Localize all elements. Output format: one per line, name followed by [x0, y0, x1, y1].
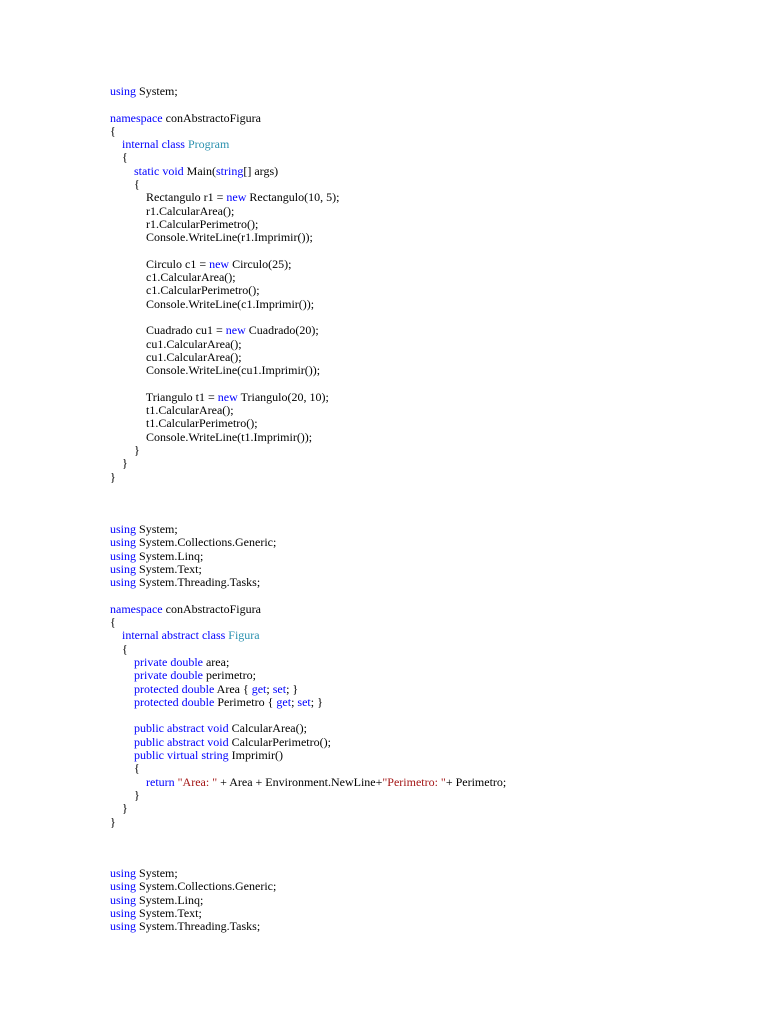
code-line: [110, 85, 339, 98]
code-line: [110, 722, 506, 735]
code-text: [110, 655, 134, 669]
code-text: System.Linq;: [136, 548, 204, 563]
code-line: [110, 338, 339, 351]
code-keyword: public virtual string: [134, 748, 229, 763]
code-text: Main(: [183, 163, 216, 178]
code-line: [110, 816, 506, 829]
code-line: [110, 298, 339, 311]
code-text: System;: [136, 866, 178, 880]
code-text: {: [110, 177, 140, 192]
code-line: [110, 683, 506, 696]
code-text: Console.WriteLine(c1.Imprimir());: [110, 296, 315, 311]
code-keyword: public abstract void: [134, 734, 229, 749]
code-line: [110, 536, 506, 549]
code-keyword: get: [251, 681, 267, 696]
code-line: [110, 404, 339, 417]
code-text: Perimetro {: [214, 694, 277, 709]
code-text: {: [110, 615, 116, 630]
code-keyword: protected double: [134, 681, 215, 696]
code-text: {: [110, 641, 128, 656]
code-line: [110, 669, 506, 682]
code-line: [110, 165, 339, 178]
code-line: [110, 550, 506, 563]
code-text: Area {: [214, 681, 252, 696]
code-line: [110, 151, 339, 164]
code-text: System.Threading.Tasks;: [136, 575, 261, 590]
code-line: [110, 391, 339, 404]
code-text: + Perimetro;: [445, 774, 507, 789]
code-text: {: [110, 150, 128, 165]
code-keyword: string: [216, 163, 244, 178]
code-keyword: get: [276, 694, 292, 709]
code-text: [110, 137, 122, 151]
code-text: }: [110, 801, 128, 816]
code-line: [110, 643, 506, 656]
code-line: [110, 444, 339, 457]
code-line: [110, 656, 506, 669]
code-text: cu1.CalcularArea();: [110, 336, 242, 351]
code-text: [110, 164, 134, 178]
code-line: [110, 284, 339, 297]
code-text: Circulo c1 =: [110, 256, 210, 271]
code-text: cu1.CalcularArea();: [110, 349, 242, 364]
code-line: [110, 125, 339, 138]
code-line: [110, 218, 339, 231]
code-text: Imprimir(): [228, 748, 283, 763]
code-text: ; }: [310, 694, 323, 709]
code-text: System.Collections.Generic;: [136, 535, 277, 550]
code-keyword: set: [297, 694, 311, 709]
code-line: [110, 457, 339, 470]
code-text: CalcularPerimetro();: [228, 734, 331, 749]
code-text: conAbstractoFigura: [162, 110, 261, 125]
code-keyword: using: [110, 879, 137, 894]
code-line: [110, 709, 506, 722]
code-line: [110, 762, 506, 775]
code-text: Cuadrado cu1 =: [110, 323, 226, 338]
code-keyword: new: [217, 389, 238, 404]
code-keyword: set: [272, 681, 287, 696]
code-line: [110, 351, 339, 364]
code-line: [110, 867, 276, 880]
code-text: System;: [136, 522, 178, 536]
code-keyword: using: [110, 919, 137, 934]
code-keyword: using: [110, 575, 137, 590]
code-line: [110, 880, 276, 893]
code-keyword: private double: [134, 654, 203, 669]
code-keyword: using: [110, 866, 137, 880]
code-line: [110, 417, 339, 430]
code-text: [110, 721, 134, 735]
code-text: Triangulo t1 =: [110, 389, 218, 404]
code-text: [110, 695, 134, 709]
code-text: ;: [266, 681, 273, 696]
code-keyword: using: [110, 84, 137, 98]
code-text: }: [110, 814, 116, 829]
code-text: Cuadrado(20);: [245, 323, 319, 338]
code-keyword: protected double: [134, 694, 215, 709]
code-line: [110, 324, 339, 337]
code-text: t1.CalcularArea();: [110, 403, 234, 418]
code-text: }: [110, 456, 128, 471]
code-keyword: static void: [134, 163, 184, 178]
code-string: "Perimetro: ": [382, 774, 446, 789]
code-keyword: namespace: [110, 110, 163, 125]
code-line: [110, 749, 506, 762]
code-text: {: [110, 761, 140, 776]
code-line: [110, 907, 276, 920]
code-text: ;: [291, 694, 298, 709]
code-text: r1.CalcularArea();: [110, 203, 235, 218]
code-line: [110, 271, 339, 284]
code-block-figura: [110, 523, 506, 829]
code-text: Triangulo(20, 10);: [237, 389, 329, 404]
code-text: }: [110, 787, 140, 802]
code-text: {: [110, 123, 116, 138]
code-line: [110, 178, 339, 191]
code-text: Console.WriteLine(t1.Imprimir());: [110, 429, 313, 444]
code-line: [110, 802, 506, 815]
code-text: Console.WriteLine(r1.Imprimir());: [110, 230, 313, 245]
code-text: Console.WriteLine(cu1.Imprimir());: [110, 363, 321, 378]
code-line: [110, 894, 276, 907]
code-keyword: internal abstract class: [122, 628, 226, 643]
code-line: [110, 311, 339, 324]
code-keyword: internal class: [122, 137, 185, 152]
code-line: [110, 789, 506, 802]
code-keyword: new: [209, 256, 230, 271]
code-text: c1.CalcularArea();: [110, 270, 236, 285]
code-keyword: using: [110, 892, 137, 907]
code-line: [110, 471, 339, 484]
code-line: [110, 603, 506, 616]
code-text: Circulo(25);: [229, 256, 292, 271]
code-keyword: using: [110, 522, 137, 536]
code-line: [110, 205, 339, 218]
code-line: [110, 112, 339, 125]
code-keyword: public abstract void: [134, 721, 229, 736]
code-text: [] args): [243, 163, 279, 178]
code-keyword: new: [226, 190, 247, 205]
code-text: ; }: [286, 681, 299, 696]
code-type-name: Figura: [228, 628, 260, 643]
code-text: System.Linq;: [136, 892, 204, 907]
code-line: [110, 696, 506, 709]
code-line: [110, 258, 339, 271]
code-text: [110, 668, 134, 682]
code-line: [110, 378, 339, 391]
code-text: Rectangulo(10, 5);: [246, 190, 340, 205]
code-text: System.Threading.Tasks;: [136, 919, 261, 934]
code-text: perimetro;: [202, 668, 256, 683]
code-text: t1.CalcularPerimetro();: [110, 416, 258, 431]
code-keyword: using: [110, 548, 137, 563]
code-keyword: new: [225, 323, 246, 338]
code-keyword: private double: [134, 668, 203, 683]
code-line: [110, 589, 506, 602]
code-text: [110, 682, 134, 696]
code-text: System.Text;: [136, 905, 202, 920]
code-line: [110, 736, 506, 749]
code-text: + Area + Environment.NewLine+: [217, 774, 383, 789]
code-line: [110, 563, 506, 576]
code-text: System;: [136, 84, 178, 98]
code-text: c1.CalcularPerimetro();: [110, 283, 260, 298]
code-line: [110, 616, 506, 629]
code-line: [110, 920, 276, 933]
code-text: [110, 775, 146, 789]
code-line: [110, 629, 506, 642]
code-line: [110, 191, 339, 204]
code-text: r1.CalcularPerimetro();: [110, 216, 259, 231]
code-type-name: Program: [187, 137, 230, 152]
code-text: }: [110, 443, 140, 458]
code-text: Rectangulo r1 =: [110, 190, 227, 205]
code-keyword: return: [146, 774, 175, 789]
code-text: System.Collections.Generic;: [136, 879, 277, 894]
code-string: "Area: ": [177, 774, 218, 789]
code-keyword: namespace: [110, 601, 163, 616]
code-text: [110, 628, 122, 642]
code-line: [110, 245, 339, 258]
code-text: [110, 735, 134, 749]
code-line: [110, 364, 339, 377]
code-line: [110, 431, 339, 444]
code-text: conAbstractoFigura: [162, 601, 261, 616]
code-line: [110, 98, 339, 111]
code-text: System.Text;: [136, 561, 202, 576]
code-line: [110, 231, 339, 244]
code-text: CalcularArea();: [228, 721, 307, 736]
code-line: [110, 776, 506, 789]
code-keyword: using: [110, 535, 137, 550]
code-block-program: [110, 85, 339, 484]
code-text: area;: [202, 654, 230, 669]
code-text: [110, 748, 134, 762]
code-text: }: [110, 469, 116, 484]
code-line: [110, 523, 506, 536]
code-keyword: using: [110, 905, 137, 920]
code-line: [110, 138, 339, 151]
code-block-usings: [110, 867, 276, 933]
code-keyword: using: [110, 561, 137, 576]
code-line: [110, 576, 506, 589]
